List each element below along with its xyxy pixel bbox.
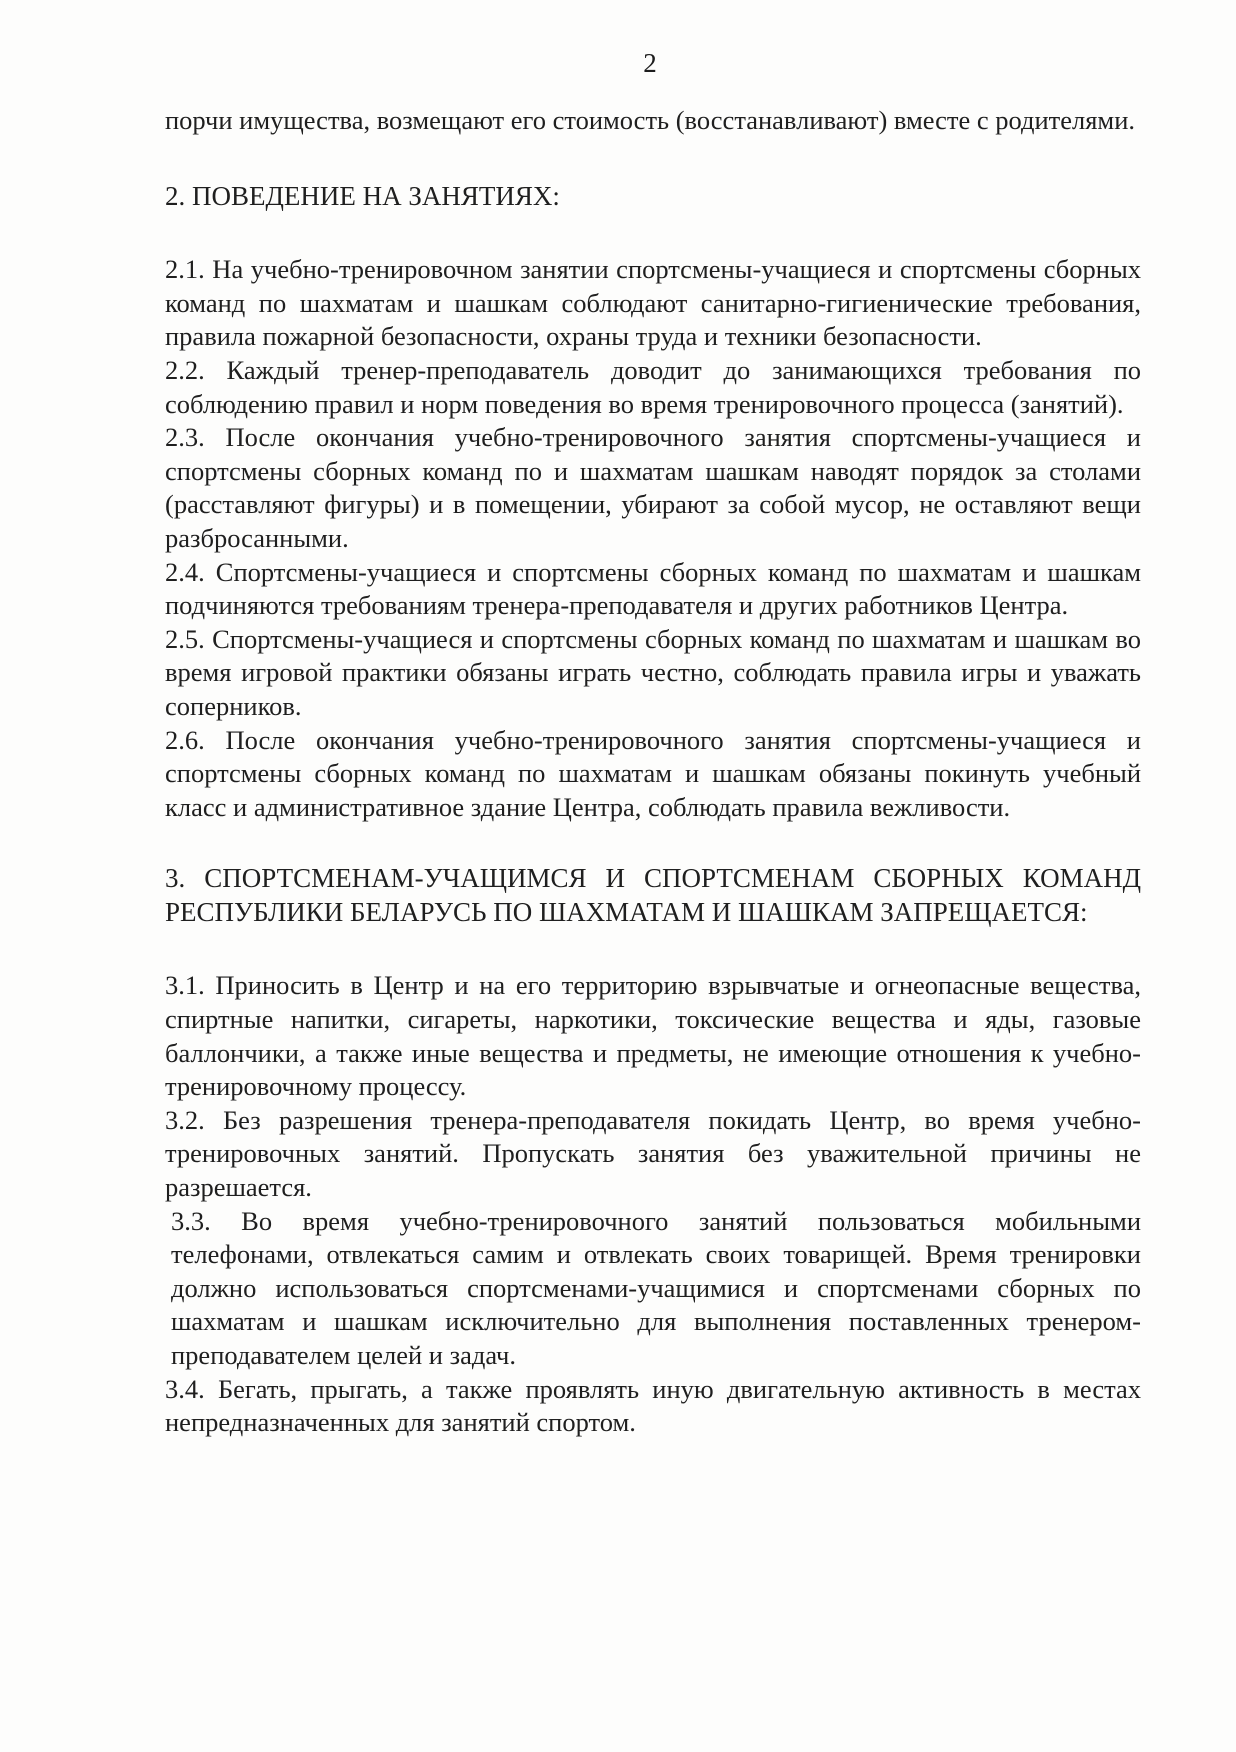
item-2-1: 2.1. На учебно-тренировочном занятии спортсмены-учащиеся и спортсмены сборных команд по шахматам и шашкам соблюдают санитарно-гигиенические требования, правила пожарной безопасности, охраны труда и техники безопасности. bbox=[165, 254, 1141, 352]
item-2-2: 2.2. Каждый тренер-преподаватель доводит до занимающихся требования по соблюдению правил и норм поведения во время тренировочного процесса (занятий). bbox=[165, 354, 1141, 419]
section-3-heading: 3. СПОРТСМЕНАМ-УЧАЩИМСЯ И СПОРТСМЕНАМ СБОРНЫХ КОМАНД РЕСПУБЛИКИ БЕЛАРУСЬ ПО ШАХМАТАМ И ШАШКАМ ЗАПРЕЩАЕТСЯ: bbox=[165, 863, 1141, 927]
item-2-4: 2.4. Спортсмены-учащиеся и спортсмены сборных команд по шахматам и шашкам подчиняются требованиям тренера-преподавателя и других работников Центра. bbox=[165, 556, 1141, 621]
item-3-4: 3.4. Бегать, прыгать, а также проявлять иную двигательную активность в местах непредназначенных для занятий спортом. bbox=[165, 1373, 1141, 1438]
item-2-5: 2.5. Спортсмены-учащиеся и спортсмены сборных команд по шахматам и шашкам во время игровой практики обязаны играть честно, соблюдать правила игры и уважать соперников. bbox=[165, 623, 1141, 721]
item-3-3: 3.3. Во время учебно-тренировочного занятий пользоваться мобильными телефонами, отвлекаться самим и отвлекать своих товарищей. Время тренировки должно использоваться спортсменами-учащимися и спортсменами сборных по шахматам и шашкам исключительно для выполнения поставленных тренером-преподавателем целей и задач. bbox=[171, 1205, 1141, 1370]
item-3-1: 3.1. Приносить в Центр и на его территорию взрывчатые и огнеопасные вещества, спиртные напитки, сигареты, наркотики, токсические вещества и яды, газовые баллончики, а также иные вещества и предметы, не имеющие отношения к учебно-тренировочному процессу. bbox=[165, 970, 1141, 1102]
section-2-heading: 2. ПОВЕДЕНИЕ НА ЗАНЯТИЯХ: bbox=[165, 180, 560, 211]
item-2-3: 2.3. После окончания учебно-тренировочного занятия спортсмены-учащиеся и спортсмены сборных команд по и шахматам шашкам наводят порядок за столами (расставляют фигуры) и в помещении, убирают за собой мусор, не оставляют вещи разбросанными. bbox=[165, 422, 1141, 553]
item-3-2: 3.2. Без разрешения тренера-преподавателя покидать Центр, во время учебно-тренировочных занятий. Пропускать занятия без уважительной причины не разрешается. bbox=[165, 1104, 1141, 1203]
intro-paragraph: порчи имущества, возмещают его стоимость (восстанавливают) вместе с родителями. bbox=[165, 105, 1136, 135]
page-number: 2 bbox=[643, 48, 657, 78]
document-body bbox=[165, 104, 1141, 1440]
item-2-6: 2.6. После окончания учебно-тренировочного занятия спортсмены-учащиеся и спортсмены сборных команд по шахматам и шашкам обязаны покинуть учебный класс и административное здание Центра, соблюдать правила вежливости. bbox=[165, 724, 1141, 822]
